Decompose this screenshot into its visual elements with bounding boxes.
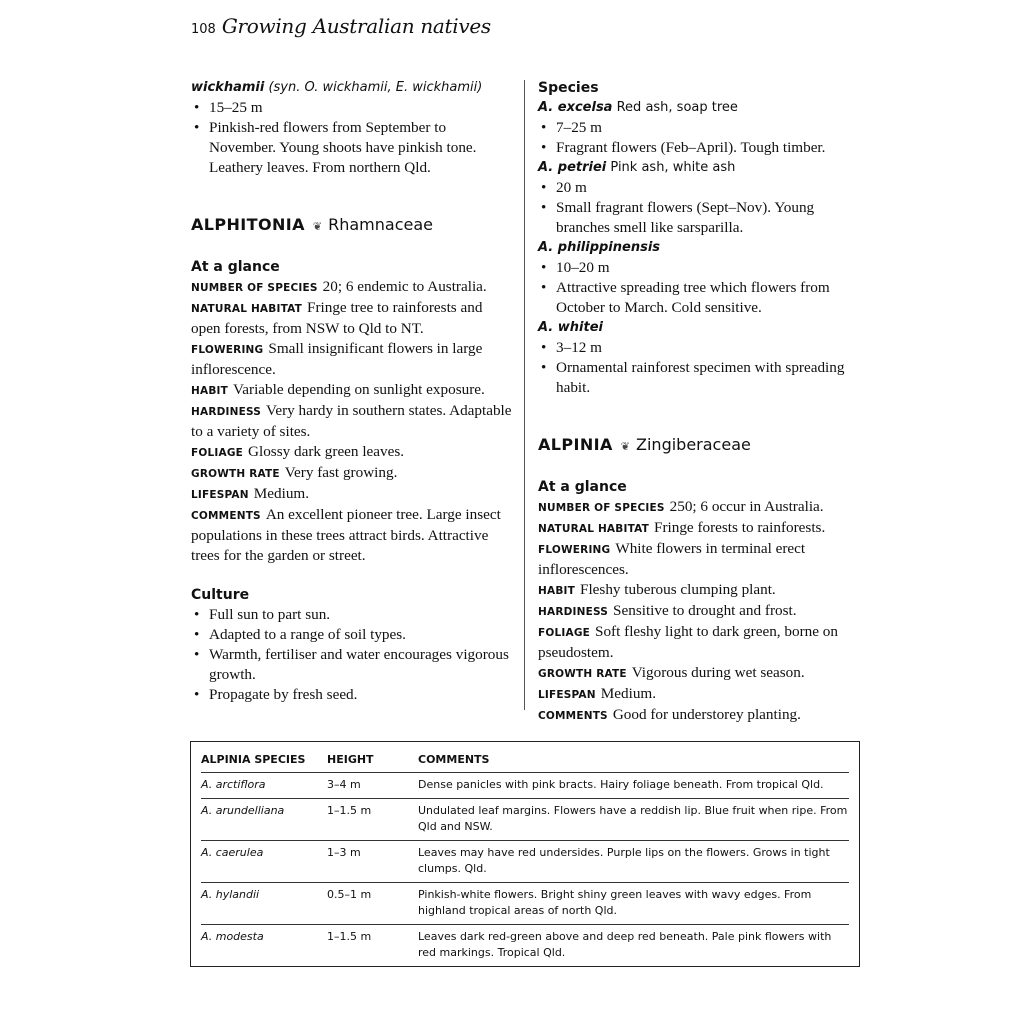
leaf-icon: ❦	[312, 220, 323, 233]
column-header-species: ALPINIA SPECIES	[201, 752, 306, 766]
field-number-of-species: NUMBER OF SPECIES 20; 6 endemic to Australia.	[191, 278, 487, 295]
species-petriei-heading	[538, 158, 860, 178]
cell-height: 1–1.5 m	[327, 799, 418, 841]
list-item: • 20 m	[541, 179, 587, 196]
intro-species-syn: (syn. O. wickhamii, E. wickhamii)	[268, 80, 483, 95]
field-natural-habitat: NATURAL HABITAT Fringe forests to rainforests.	[538, 519, 826, 536]
species-table	[201, 746, 849, 966]
species-name: A. petriei	[538, 160, 607, 175]
table-header-row	[201, 746, 849, 773]
page-number: 108	[191, 22, 216, 37]
species-whitei-bullets	[538, 338, 860, 398]
genus-heading-alphitonia	[191, 214, 513, 238]
species-petriei-bullets	[538, 178, 860, 238]
list-item: • Attractive spreading tree which flowers from October to March. Cold sensitive.	[541, 279, 830, 316]
genus-name: ALPHITONIA	[191, 215, 305, 234]
cell-species: A. hylandii	[201, 883, 327, 925]
list-item: • 15–25 m	[194, 99, 263, 116]
right-column	[538, 78, 860, 726]
field-habit: HABIT Variable depending on sunlight exposure.	[191, 381, 485, 398]
list-item: • 10–20 m	[541, 259, 610, 276]
species-excelsa-bullets	[538, 118, 860, 158]
column-header-comments: COMMENTS	[418, 752, 490, 766]
cell-comments: Leaves dark red-green above and deep red beneath. Pale pink flowers with red markings. Tropical Qld.	[418, 925, 849, 967]
table-row	[201, 799, 849, 841]
column-divider	[524, 80, 525, 710]
at-a-glance-fields	[191, 277, 513, 566]
at-a-glance-heading: At a glance	[191, 259, 280, 275]
cell-comments: Pinkish-white flowers. Bright shiny green leaves with wavy edges. From highland tropical areas of north Qld.	[418, 883, 849, 925]
species-name: A. excelsa	[538, 100, 613, 115]
cell-species: A. arundelliana	[201, 799, 327, 841]
list-item: • Pinkish-red flowers from September to November. Young shoots have pinkish tone. Leathery leaves. From northern Qld.	[194, 119, 477, 176]
cell-height: 1–3 m	[327, 841, 418, 883]
species-philippinensis-bullets	[538, 258, 860, 318]
column-header-height: HEIGHT	[327, 752, 374, 766]
cell-height: 3–4 m	[327, 773, 418, 799]
cell-comments: Leaves may have red undersides. Purple lips on the flowers. Grows in tight clumps. Qld.	[418, 841, 849, 883]
table-row	[201, 773, 849, 799]
table-row	[201, 925, 849, 967]
list-item: • Adapted to a range of soil types.	[194, 626, 406, 643]
field-lifespan: LIFESPAN Medium.	[538, 685, 657, 702]
species-name: A. philippinensis	[538, 240, 661, 255]
list-item: • 3–12 m	[541, 339, 602, 356]
field-comments: COMMENTS An excellent pioneer tree. Large insect populations in these trees attract birds. Attractive trees for the garden or street.	[191, 506, 501, 564]
cell-height: 0.5–1 m	[327, 883, 418, 925]
table-row	[201, 841, 849, 883]
list-item: • Full sun to part sun.	[194, 606, 331, 623]
cell-species: A. modesta	[201, 925, 327, 967]
field-comments: COMMENTS Good for understorey planting.	[538, 706, 801, 723]
field-hardiness: HARDINESS Sensitive to drought and frost.	[538, 602, 797, 619]
field-lifespan: LIFESPAN Medium.	[191, 485, 310, 502]
genus-name: ALPINIA	[538, 435, 613, 454]
field-flowering: FLOWERING Small insignificant flowers in large inflorescence.	[191, 340, 483, 378]
field-number-of-species: NUMBER OF SPECIES 250; 6 occur in Australia.	[538, 498, 824, 515]
list-item: • Warmth, fertiliser and water encourages vigorous growth.	[194, 646, 509, 683]
list-item: • Propagate by fresh seed.	[194, 686, 358, 703]
species-heading: Species	[538, 80, 599, 96]
species-common: Pink ash, white ash	[610, 160, 736, 175]
intro-species-bullets	[191, 98, 513, 178]
species-common: Red ash, soap tree	[616, 100, 738, 115]
intro-species-heading	[191, 78, 513, 98]
cell-comments: Undulated leaf margins. Flowers have a reddish lip. Blue fruit when ripe. From Qld and NSW.	[418, 799, 849, 841]
culture-list	[191, 605, 513, 705]
cell-comments: Dense panicles with pink bracts. Hairy foliage beneath. From tropical Qld.	[418, 773, 849, 799]
field-growth-rate: GROWTH RATE Very fast growing.	[191, 464, 398, 481]
field-flowering: FLOWERING White flowers in terminal erect inflorescences.	[538, 540, 806, 578]
field-natural-habitat: NATURAL HABITAT Fringe tree to rainforests and open forests, from NSW to Qld to NT.	[191, 299, 483, 337]
running-header	[191, 14, 491, 46]
at-a-glance-fields	[538, 497, 860, 726]
field-foliage: FOLIAGE Glossy dark green leaves.	[191, 443, 405, 460]
at-a-glance-heading: At a glance	[538, 479, 627, 495]
cell-species: A. caerulea	[201, 841, 327, 883]
left-column	[191, 78, 513, 705]
field-habit: HABIT Fleshy tuberous clumping plant.	[538, 581, 776, 598]
genus-heading-alpinia	[538, 434, 860, 458]
cell-species: A. arctiflora	[201, 773, 327, 799]
alpinia-species-table	[190, 741, 860, 967]
list-item: • Fragrant flowers (Feb–April). Tough timber.	[541, 139, 826, 156]
species-whitei-heading	[538, 318, 860, 338]
table-row	[201, 883, 849, 925]
list-item: • Ornamental rainforest specimen with spreading habit.	[541, 359, 845, 396]
list-item: • Small fragrant flowers (Sept–Nov). Young branches smell like sarsparilla.	[541, 199, 815, 236]
species-excelsa-heading	[538, 98, 860, 118]
book-title: Growing Australian natives	[221, 14, 491, 38]
field-growth-rate: GROWTH RATE Vigorous during wet season.	[538, 664, 805, 681]
list-item: • 7–25 m	[541, 119, 602, 136]
field-foliage: FOLIAGE Soft fleshy light to dark green, borne on pseudostem.	[538, 623, 838, 661]
species-name: A. whitei	[538, 320, 603, 335]
leaf-icon: ❦	[620, 440, 631, 453]
intro-species-name: wickhamii	[191, 80, 265, 95]
genus-family: Rhamnaceae	[328, 215, 433, 234]
culture-heading: Culture	[191, 587, 250, 603]
genus-family: Zingiberaceae	[636, 435, 751, 454]
species-philippinensis-heading	[538, 238, 860, 258]
cell-height: 1–1.5 m	[327, 925, 418, 967]
field-hardiness: HARDINESS Very hardy in southern states. Adaptable to a variety of sites.	[191, 402, 512, 440]
